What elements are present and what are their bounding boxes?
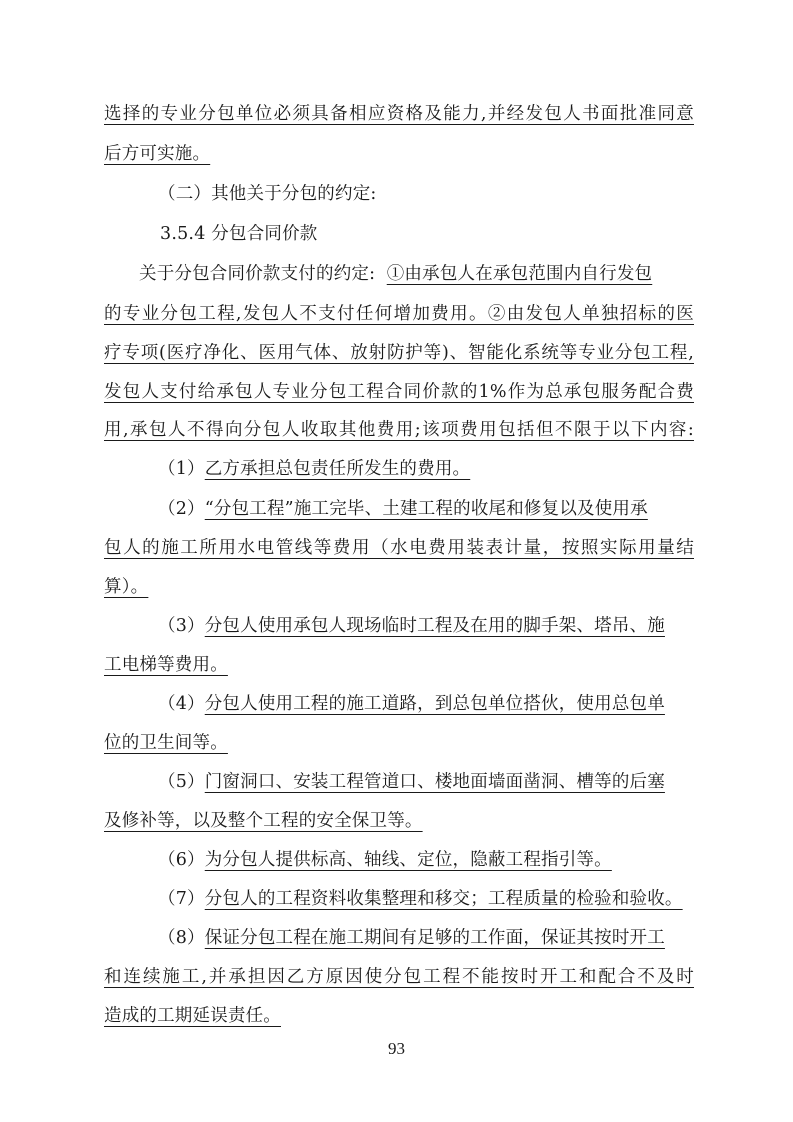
item-2-line3: 算）。: [104, 577, 149, 597]
item-7-text: 分包人的工程资料收集整理和移交；工程质量的检验和验收。: [204, 889, 683, 909]
item-4-text-line1: 分包人使用工程的施工道路，到总包单位搭伙，使用总包单: [204, 694, 665, 714]
para2-line4: 发包人支付给承包人专业分包工程合同价款的1%作为总承包服务配合费: [104, 382, 694, 402]
item-1-text: 乙方承担总包责任所发生的费用。: [204, 459, 471, 479]
para2-lead: 关于分包合同价款支付的约定:: [139, 264, 376, 284]
para2-line2: 的专业分包工程,发包人不支付任何增加费用。②由发包人单独招标的医: [104, 304, 694, 324]
item-3-line2: 工电梯等费用。: [104, 655, 228, 675]
item-8-line2: 和连续施工,并承担因乙方原因使分包工程不能按时开工和配合不及时: [104, 967, 694, 987]
page-number: 93: [388, 1039, 405, 1058]
item-5: [158, 770, 694, 794]
item-8-line3: 造成的工期延误责任。: [104, 1006, 281, 1026]
item-6: [158, 848, 694, 872]
item-7: [158, 887, 694, 911]
item-2: [158, 497, 694, 521]
item-2-text-line1: “分包工程”施工完毕、土建工程的收尾和修复以及使用承: [204, 499, 648, 519]
heading-section-3-5-4: 3.5.4 分包合同价款: [160, 224, 318, 244]
item-2-line2: 包人的施工所用水电管线等费用（水电费用装表计量，按照实际用量结: [104, 538, 694, 558]
item-5-number: （5）: [158, 772, 205, 792]
item-5-text-line1: 门窗洞口、安装工程管道口、楼地面墙面凿洞、槽等的后塞: [204, 772, 665, 792]
item-6-number: （6）: [158, 850, 205, 870]
item-4-line2: 位的卫生间等。: [104, 733, 228, 753]
item-4: [158, 692, 694, 716]
item-3-text-line1: 分包人使用承包人现场临时工程及在用的脚手架、塔吊、施: [204, 616, 665, 636]
item-4-number: （4）: [158, 694, 205, 714]
item-6-text: 为分包人提供标高、轴线、定位，隐蔽工程指引等。: [204, 850, 612, 870]
para2-line1: [139, 262, 694, 286]
item-1: [158, 457, 694, 481]
item-8: [158, 926, 694, 950]
item-5-line2: 及修补等，以及整个工程的安全保卫等。: [104, 811, 423, 831]
item-7-number: （7）: [158, 889, 205, 909]
item-1-number: （1）: [158, 459, 205, 479]
para2-line3: 疗专项(医疗净化、医用气体、放射防护等)、智能化系统等专业分包工程,: [104, 343, 694, 363]
para1-line2: 后方可实施。: [104, 144, 211, 164]
para2-line1-text: ①由承包人在承包范围内自行发包: [386, 264, 653, 284]
item-8-number: （8）: [158, 928, 205, 948]
item-8-text-line1: 保证分包工程在施工期间有足够的工作面，保证其按时开工: [204, 928, 665, 948]
item-3: [158, 614, 694, 638]
item-2-number: （2）: [158, 499, 205, 519]
para1-line1: 选择的专业分包单位必须具备相应资格及能力,并经发包人书面批准同意: [104, 104, 694, 124]
item-3-number: （3）: [158, 616, 205, 636]
para2-line5: 用,承包人不得向分包人收取其他费用;该项费用包括但不限于以下内容:: [104, 420, 694, 440]
heading-other-agreements: （二）其他关于分包的约定:: [158, 184, 377, 204]
